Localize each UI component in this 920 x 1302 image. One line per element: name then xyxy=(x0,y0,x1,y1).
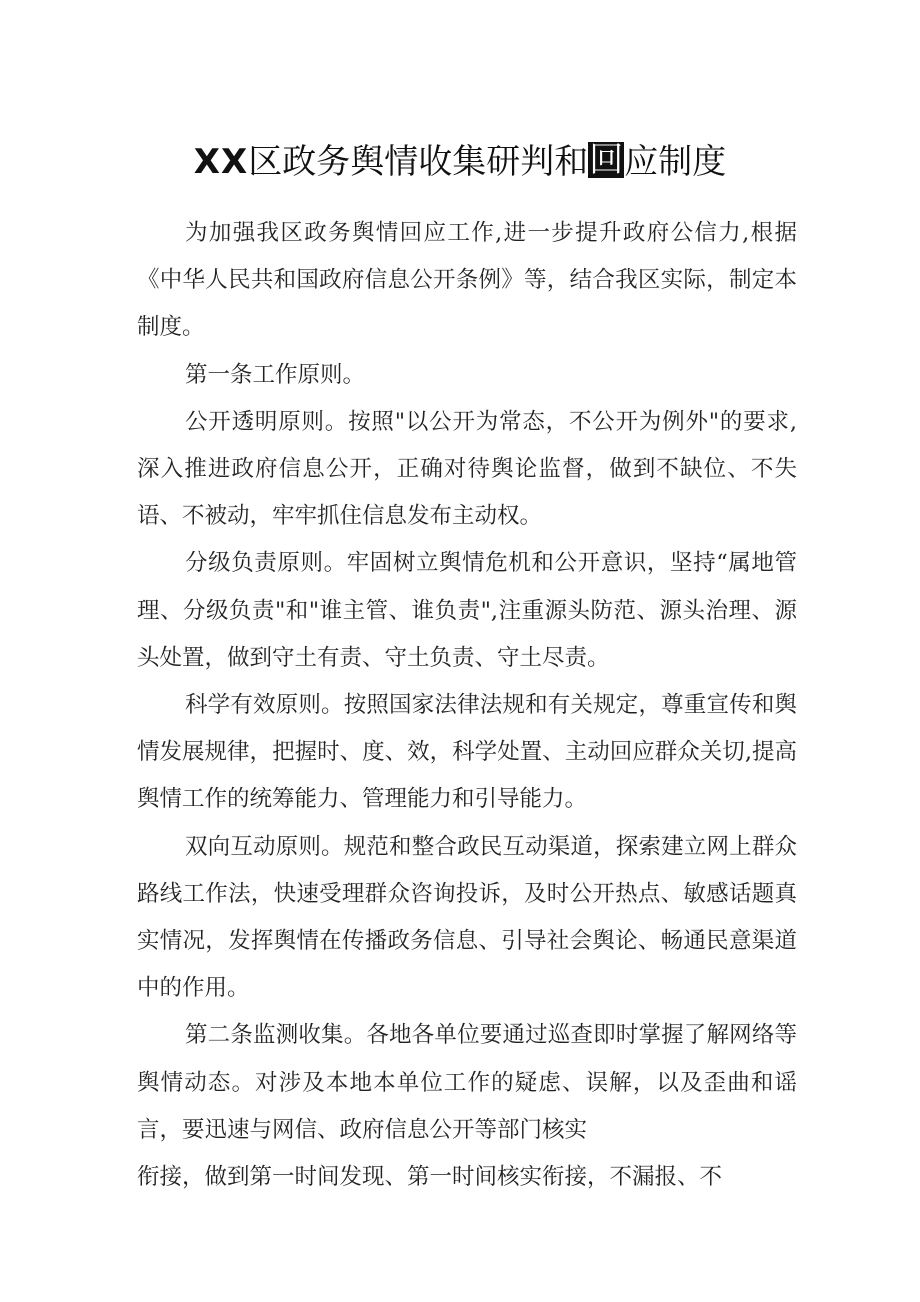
paragraph-intro: 为加强我区政务舆情回应工作,进一步提升政府公信力,根据《中华人民共和国政府信息公开条例》等，结合我区实际，制定本制度。 xyxy=(137,220,797,341)
paragraph-principle-responsibility: 分级负责原则。牢固树立舆情危机和公开意识，坚持“属地管理、分级负责"和"谁主管、谁负责",注重源头防范、源头治理、源头处置，做到守土有责、守土负责、守土尽责。 xyxy=(137,550,797,671)
document-title xyxy=(0,138,920,186)
title-highlighted-char: 回 xyxy=(589,140,624,180)
paragraph-principle-effectiveness: 科学有效原则。按照国家法律法规和有关规定，尊重宣传和舆情发展规律，把握时、度、效，科学处置、主动回应群众关切,提高舆情工作的统筹能力、管理能力和引导能力。 xyxy=(137,692,797,813)
paragraph-article-1-heading: 第一条工作原则。 xyxy=(185,361,366,388)
paragraph-article-2: 第二条监测收集。各地各单位要通过巡查即时掌握了解网络等舆情动态。对涉及本地本单位工作的疑虑、误解，以及歪曲和谣言，要迅速与网信、政府信息公开等部门核实 xyxy=(137,1022,797,1143)
document-body xyxy=(137,210,797,1201)
title-prefix: XX xyxy=(193,142,249,182)
paragraph-continuation: 衔接，做到第一时间发现、第一时间核实衔接，不漏报、不 xyxy=(137,1164,723,1191)
paragraph-principle-transparency: 公开透明原则。按照"以公开为常态，不公开为例外"的要求,深入推进政府信息公开，正确对待舆论监督，做到不缺位、不失语、不被动，牢牢抓住信息发布主动权。 xyxy=(137,408,797,530)
paragraph-principle-interaction: 双向互动原则。规范和整合政民互动渠道，探索建立网上群众路线工作法，快速受理群众咨询投诉，及时公开热点、敏感话题真实情况，发挥舆情在传播政务信息、引导社会舆论、畅通民意渠道中的作用。 xyxy=(137,833,797,1002)
title-part-1: 区政务舆情收集研判和 xyxy=(248,142,589,182)
title-part-2: 应制度 xyxy=(624,142,727,182)
